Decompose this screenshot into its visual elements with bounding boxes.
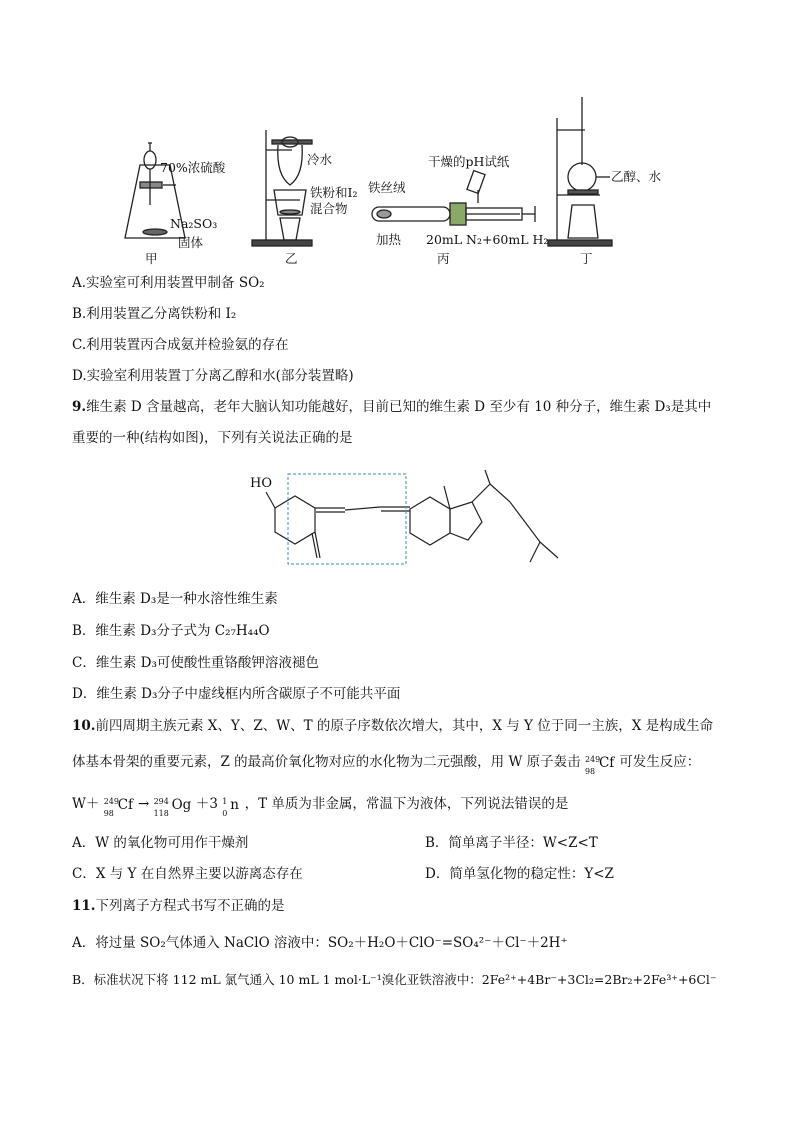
apparatus-ding <box>548 97 612 246</box>
q10-option-c: C．X 与 Y 在自然界主要以游离态存在 <box>72 866 303 882</box>
jia-acid-label: 70%浓硫酸 <box>160 160 226 175</box>
q11-stem-line <box>72 897 285 915</box>
nuclide-cf: 249 98 Cf <box>584 754 615 776</box>
apparatus-figure <box>0 0 794 270</box>
q8-option-c: C.利用装置丙合成氨并检验氨的存在 <box>72 337 289 353</box>
bing-wool-label: 铁丝绒 <box>368 180 406 195</box>
eq-arrow: → <box>137 796 150 812</box>
eq-nuclide-n: 1 0 n <box>222 796 239 818</box>
q11-number: 11. <box>72 898 96 914</box>
q10-option-a: A．W 的氧化物可用作干燥剂 <box>72 835 249 851</box>
jia-solid-label: Na₂SO₃ <box>170 216 218 231</box>
q8-option-a: A.实验室可利用装置甲制备 SO₂ <box>72 275 265 291</box>
q11-stem: 下列离子方程式书写不正确的是 <box>95 898 285 914</box>
q10-stem-line1 <box>72 717 713 735</box>
q10-option-d: D．简单氢化物的稳定性：Y<Z <box>425 866 614 882</box>
q9-stem-line2: 重要的一种(结构如图)，下列有关说法正确的是 <box>72 430 353 446</box>
yi-mix-label: 铁粉和I₂ <box>310 185 358 200</box>
yi-water-label: 冷水 <box>307 152 333 167</box>
q9-option-a: A．维生素 D₃是一种水溶性维生素 <box>72 591 278 607</box>
q10-stem2b: 可发生反应： <box>619 754 701 770</box>
q9-option-d: D．维生素 D₃分子中虚线框内所含碳原子不可能共平面 <box>72 686 401 702</box>
q11-option-b: B．标准状况下将 112 mL 氯气通入 10 mL 1 mol·L⁻¹溴化亚铁溶液中：2Fe²⁺+4Br⁻+3Cl₂=2Br₂+2Fe³⁺+6Cl⁻ <box>72 972 717 987</box>
q8-option-b: B.利用装置乙分离铁粉和 I₂ <box>72 306 237 322</box>
q9-option-c: C．维生素 D₃可使酸性重铬酸钾溶液褪色 <box>72 655 319 671</box>
jia-solid-label2: 固体 <box>178 235 204 250</box>
q10-stem1: 前四周期主族元素 X、Y、Z、W、T 的原子序数依次增大，其中，X 与 Y 位于同一主族，X 是构成生命 <box>95 718 714 734</box>
q9-number: 9. <box>72 399 87 415</box>
apparatus-yi <box>252 130 312 246</box>
ding-liquid-label: 乙醇、水 <box>611 169 662 184</box>
bing-gas-label: 20mL N₂+60mL H₂ <box>426 232 549 247</box>
q10-stem-line2 <box>72 753 701 776</box>
eq-plus3: ＋3 <box>195 796 218 812</box>
q8-option-d: D.实验室利用装置丁分离乙醇和水(部分装置略) <box>72 368 354 384</box>
eq-nuclide-og: 294 118 Og <box>153 796 192 818</box>
yi-mix-label2: 混合物 <box>310 201 348 216</box>
q10-option-b: B．简单离子半径：W<Z<T <box>425 835 598 851</box>
eq-w: W＋ <box>72 796 100 812</box>
q10-equation-line <box>72 795 569 818</box>
bing-heat-label: 加热 <box>376 232 402 247</box>
q10-stem3: ，T 单质为非金属，常温下为液体，下列说法错误的是 <box>244 796 569 812</box>
q11-option-a: A．将过量 SO₂气体通入 NaClO 溶液中：SO₂＋H₂O＋ClO⁻=SO₄²⁻＋Cl⁻＋2H⁺ <box>72 935 568 951</box>
vitamin-d3-structure <box>240 462 570 582</box>
q10-number: 10. <box>72 718 96 734</box>
bing-paper-label: 干燥的pH试纸 <box>428 154 510 169</box>
structure-ho-label: HO <box>250 476 272 491</box>
yi-caption: 乙 <box>285 251 298 266</box>
q9-stem-line1 <box>72 398 711 416</box>
q10-stem2a: 体基本骨架的重要元素，Z 的最高价氧化物对应的水化物为二元强酸，用 W 原子轰击 <box>72 754 581 770</box>
q9-option-b: B．维生素 D₃分子式为 C₂₇H₄₄O <box>72 623 270 639</box>
jia-caption: 甲 <box>145 251 158 266</box>
q9-stem1: 维生素 D 含量越高，老年大脑认知功能越好，目前已知的维生素 D 至少有 10 种分子，维生素 D₃是其中 <box>86 399 712 415</box>
ding-caption: 丁 <box>580 251 593 266</box>
vitamin-d3-skeletal <box>240 462 570 582</box>
eq-nuclide-cf: 249 98 Cf <box>103 796 134 818</box>
bing-caption: 丙 <box>437 251 450 266</box>
